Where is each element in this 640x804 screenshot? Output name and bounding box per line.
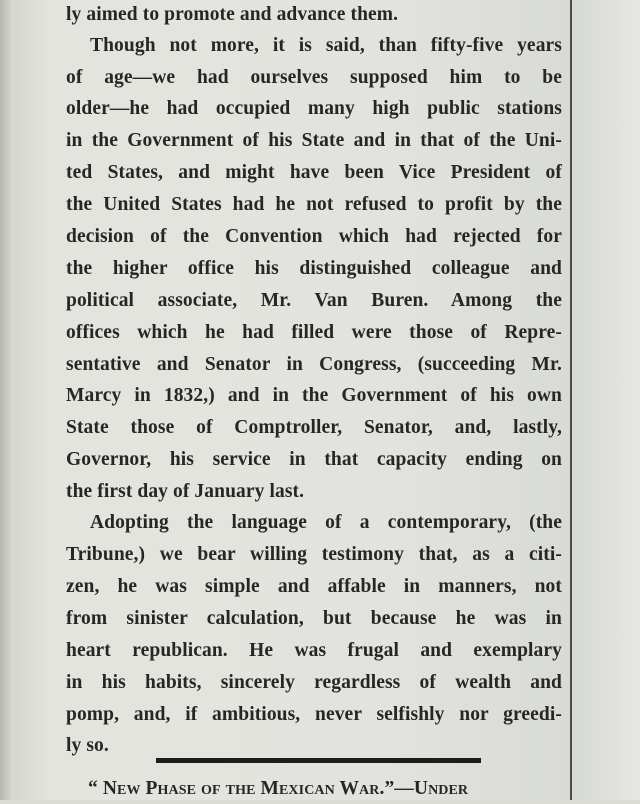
article-line: State those of Comptroller, Senator, and, lastly, <box>66 417 562 438</box>
article-line: Tribune,) we bear willing testimony that, as a citi- <box>66 544 562 565</box>
article-line: in the Government of his State and in that of the Uni- <box>66 130 562 151</box>
article-line: decision of the Convention which had rejected for <box>66 226 562 247</box>
article-line: Governor, his service in that capacity ending on <box>66 449 562 470</box>
article-line: the higher office his distinguished colleague and <box>66 258 562 279</box>
article-line: the United States had he not refused to profit by the <box>66 194 562 215</box>
article-line: older—he had occupied many high public stations <box>66 98 562 119</box>
article-line: Marcy in 1832,) and in the Government of his own <box>66 385 562 406</box>
section-divider-rule <box>156 758 481 763</box>
page-edge-shadow <box>0 0 14 800</box>
article-line: in his habits, sincerely regardless of wealth and <box>66 672 562 693</box>
article-line: ted States, and might have been Vice President of <box>66 162 562 183</box>
article-line: of age—we had ourselves supposed him to be <box>66 67 562 88</box>
article-line: ly aimed to promote and advance them. <box>66 4 399 25</box>
next-article-heading: “ New Phase of the Mexican War.”—Under <box>88 778 469 799</box>
column-divider <box>570 0 572 800</box>
article-line: Adopting the language of a contemporary, (the <box>90 512 562 533</box>
article-line: political associate, Mr. Van Buren. Among the <box>66 290 562 311</box>
article-line: Though not more, it is said, than fifty-five years <box>90 35 562 56</box>
article-line: the first day of January last. <box>66 481 305 502</box>
article-line: zen, he was simple and affable in manners, not <box>66 576 562 597</box>
article-line: from sinister calculation, but because he was in <box>66 608 562 629</box>
article-line: ly so. <box>66 735 109 756</box>
article-line: sentative and Senator in Congress, (succeeding Mr. <box>66 354 562 375</box>
article-line: heart republican. He was frugal and exemplary <box>66 640 562 661</box>
article-line: pomp, and, if ambitious, never selfishly nor greedi- <box>66 704 562 725</box>
article-line: offices which he had filled were those of Repre- <box>66 322 562 343</box>
